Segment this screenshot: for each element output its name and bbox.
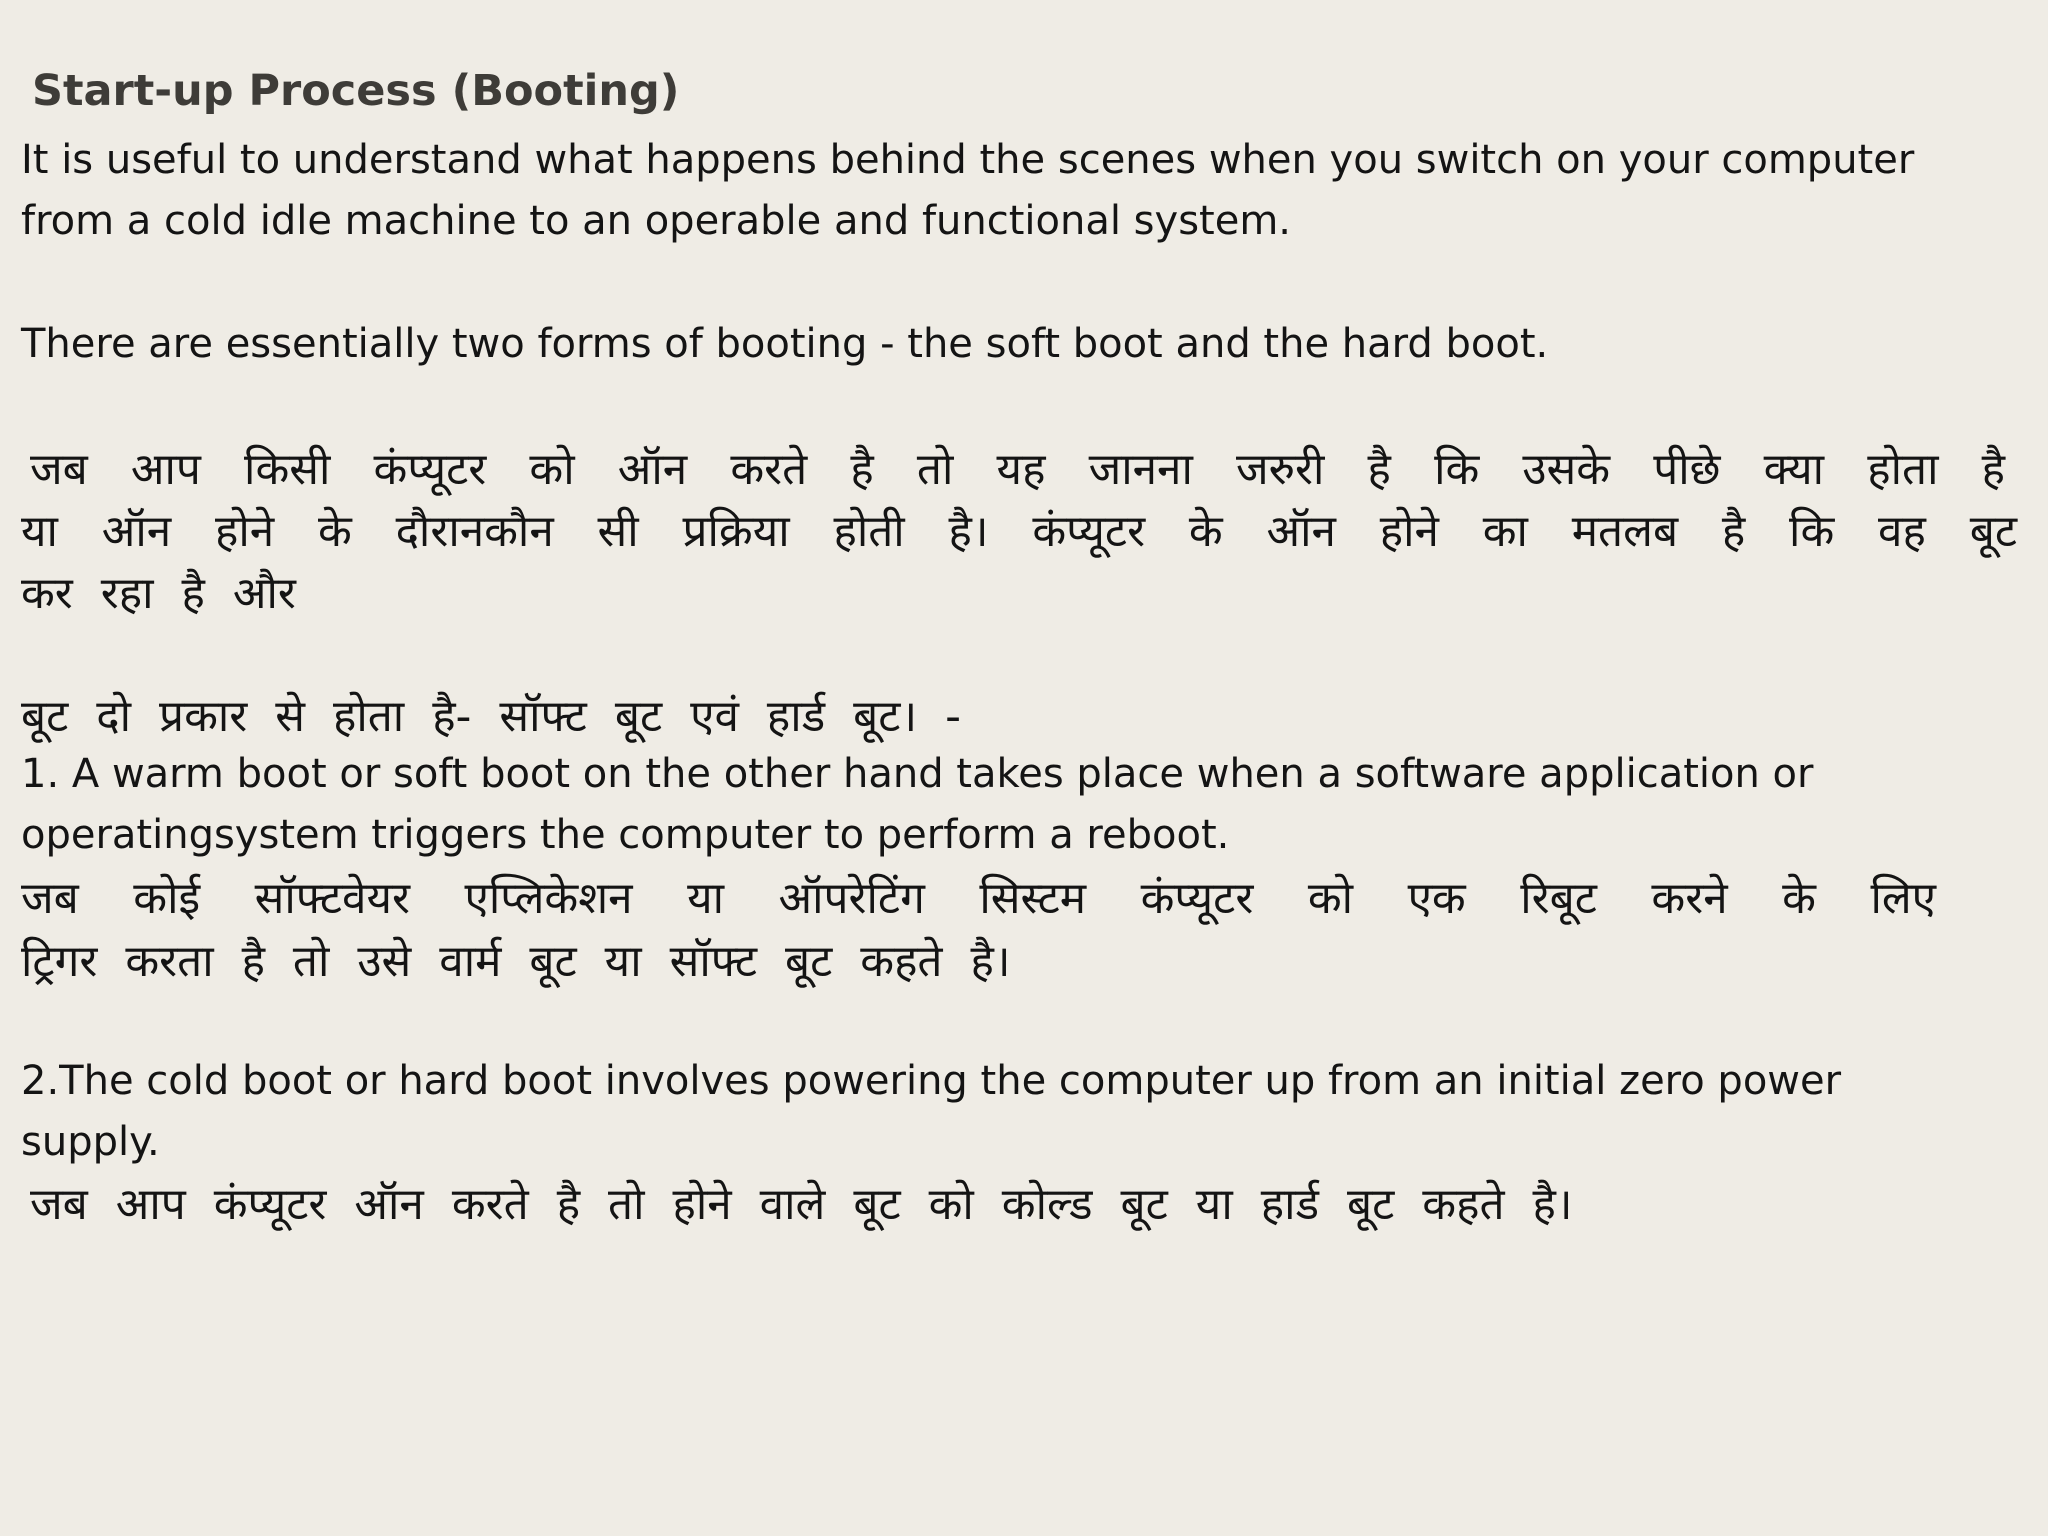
cold-boot-hindi: जब आप कंप्यूटर ऑन करते है तो होने वाले बूट को कोल्ड बूट या हार्ड बूट कहते है। <box>30 1179 1573 1230</box>
warm-boot-line-1: 1. A warm boot or soft boot on the other hand takes place when a software application or <box>21 751 1814 797</box>
cold-boot-line-2: supply. <box>21 1119 160 1165</box>
warm-boot-hindi-line-2: ट्रिगर करता है तो उसे वार्म बूट या सॉफ्ट बूट कहते है। <box>21 936 1011 987</box>
cold-boot-line-1: 2.The cold boot or hard boot involves powering the computer up from an initial zero power <box>21 1058 1842 1104</box>
intro-line-1: It is useful to understand what happens behind the scenes when you switch on your computer <box>21 137 1915 183</box>
warm-boot-hindi-line-1: जब कोई सॉफ्टवेयर एप्लिकेशन या ऑपरेटिंग सिस्टम कंप्यूटर को एक रिबूट करने के लिए <box>21 873 1936 924</box>
slide-title: Start-up Process (Booting) <box>32 66 680 116</box>
hindi-intro-line-3: कर रहा है और <box>21 568 296 619</box>
hindi-forms-of-booting: बूट दो प्रकार से होता है- सॉफ्ट बूट एवं हार्ड बूट। - <box>21 691 962 742</box>
forms-of-booting: There are essentially two forms of booting - the soft boot and the hard boot. <box>21 321 1549 367</box>
warm-boot-line-2: operatingsystem triggers the computer to perform a reboot. <box>21 812 1230 858</box>
hindi-intro-line-2: या ऑन होने के दौरानकौन सी प्रक्रिया होती है। कंप्यूटर के ऑन होने का मतलब है कि वह बूट <box>21 506 2017 557</box>
intro-line-2: from a cold idle machine to an operable and functional system. <box>21 198 1291 244</box>
hindi-intro-line-1: जब आप किसी कंप्यूटर को ऑन करते है तो यह जानना जरुरी है कि उसके पीछे क्या होता है <box>30 444 2005 495</box>
